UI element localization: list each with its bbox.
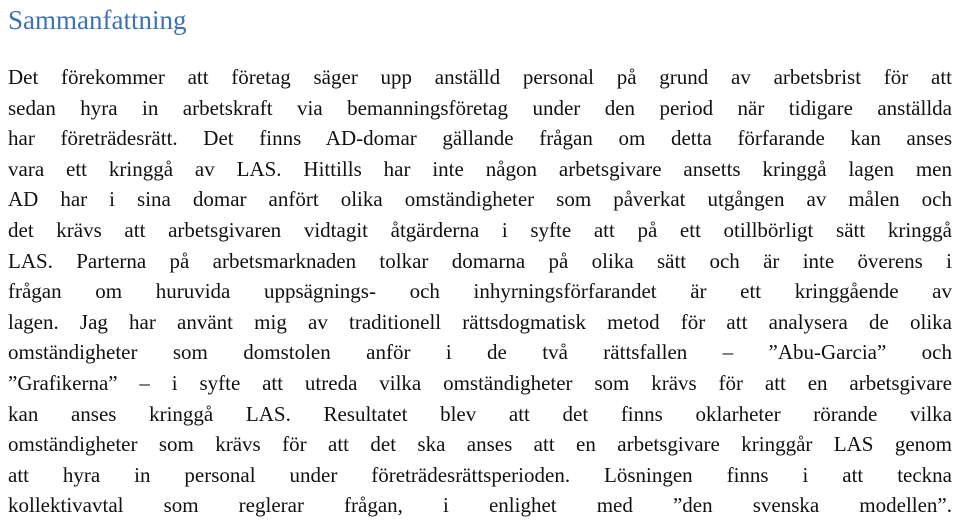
summary-paragraph — [8, 62, 952, 521]
paragraph-line: omständigheter som krävs för att det ska anses att en arbetsgivare kringgår LAS genom — [8, 432, 952, 457]
paragraph-line: kollektivavtal som reglerar frågan, i enlighet med ”den svenska modellen”. — [8, 493, 952, 518]
paragraph-line: har företrädesrätt. Det finns AD-domar gällande frågan om detta förfarande kan anses — [8, 126, 952, 151]
paragraph-line: omständigheter som domstolen anför i de två rättsfallen – ”Abu-Garcia” och — [8, 340, 952, 365]
paragraph-line: Det förekommer att företag säger upp anställd personal på grund av arbetsbrist för att — [8, 65, 952, 89]
paragraph-line: att hyra in personal under företrädesrättsperioden. Lösningen finns i att teckna — [8, 462, 952, 487]
paragraph-line: vara ett kringgå av LAS. Hittills har inte någon arbetsgivare ansetts kringgå lagen men — [8, 156, 952, 181]
paragraph-line: frågan om huruvida uppsägnings- och inhyrningsförfarandet är ett kringgående av — [8, 279, 952, 304]
paragraph-line: sedan hyra in arbetskraft via bemanningsföretag under den period när tidigare anställda — [8, 95, 952, 120]
paragraph-line: LAS. Parterna på arbetsmarknaden tolkar domarna på olika sätt och är inte överens i — [8, 248, 952, 273]
paragraph-line: ”Grafikerna” – i syfte att utreda vilka omständigheter som krävs för att en arbetsgivare — [8, 370, 952, 395]
section-heading: Sammanfattning — [8, 5, 187, 35]
document-page — [8, 0, 952, 518]
paragraph-line: det krävs att arbetsgivaren vidtagit åtgärderna i syfte att på ett otillbörligt sätt kringgå — [8, 217, 952, 242]
paragraph-line: kan anses kringgå LAS. Resultatet blev att det finns oklarheter rörande vilka — [8, 401, 952, 426]
paragraph-line: lagen. Jag har använt mig av traditionell rättsdogmatisk metod för att analysera de olika — [8, 309, 952, 334]
paragraph-line: AD har i sina domar anfört olika omständigheter som påverkat utgången av målen och — [8, 187, 952, 212]
